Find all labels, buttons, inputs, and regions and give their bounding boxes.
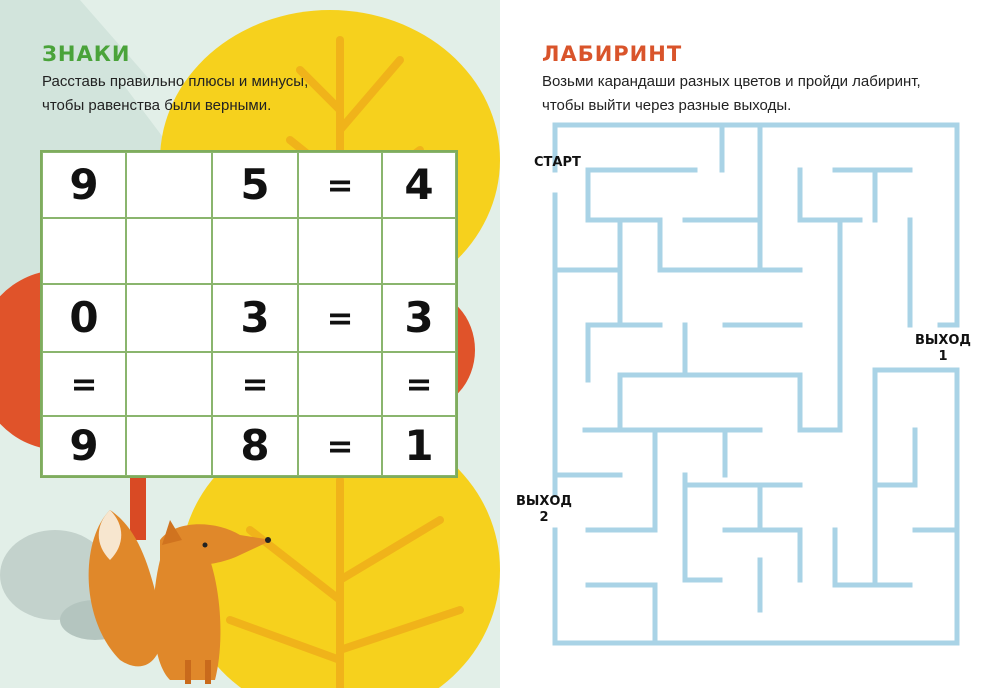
grid-cell: 1 [382,416,456,476]
answer-cell[interactable] [126,218,212,284]
answer-cell[interactable] [382,218,456,284]
grid-cell: = [298,416,382,476]
grid-cell: 9 [42,152,126,218]
instruction-line-2: чтобы равенства были верными. [42,97,272,114]
grid-cell: = [212,352,298,416]
exit-1-word: ВЫХОД [914,333,972,348]
exit-2-word: ВЫХОД [515,494,573,509]
tree-trunk [130,470,146,540]
maze-start-label: СТАРТ [534,155,581,170]
answer-cell[interactable] [126,416,212,476]
grid-cell: 0 [42,284,126,352]
answer-cell[interactable] [126,284,212,352]
grid-cell: 3 [212,284,298,352]
answer-cell[interactable] [42,218,126,284]
right-page [500,0,1000,688]
instruction-line-1: Расставь правильно плюсы и минусы, [42,73,309,90]
page-title-maze: ЛАБИРИНТ [542,42,683,66]
exit-1-number: 1 [938,349,948,364]
grid-cell: = [42,352,126,416]
grid-cell: = [298,284,382,352]
maze-exit-1-label [913,333,973,365]
answer-cell[interactable] [126,352,212,416]
grid-cell: 4 [382,152,456,218]
answer-cell[interactable] [212,218,298,284]
grid-cell: = [298,152,382,218]
grid-cell: 5 [212,152,298,218]
maze-instruction-line-1: Возьми карандаши разных цветов и пройди лабиринт, [542,73,921,90]
answer-cell[interactable] [298,352,382,416]
grid-cell: 3 [382,284,456,352]
page-title-signs: ЗНАКИ [42,42,131,66]
exit-2-number: 2 [539,510,549,525]
signs-instruction [42,70,482,118]
answer-cell[interactable] [298,218,382,284]
answer-cell[interactable] [126,152,212,218]
equation-grid [40,150,458,478]
grid-cell: 8 [212,416,298,476]
grid-cell: 9 [42,416,126,476]
maze-instruction-line-2: чтобы выйти через разные выходы. [542,97,792,114]
maze-exit-2-label [514,494,574,526]
grid-cell: = [382,352,456,416]
